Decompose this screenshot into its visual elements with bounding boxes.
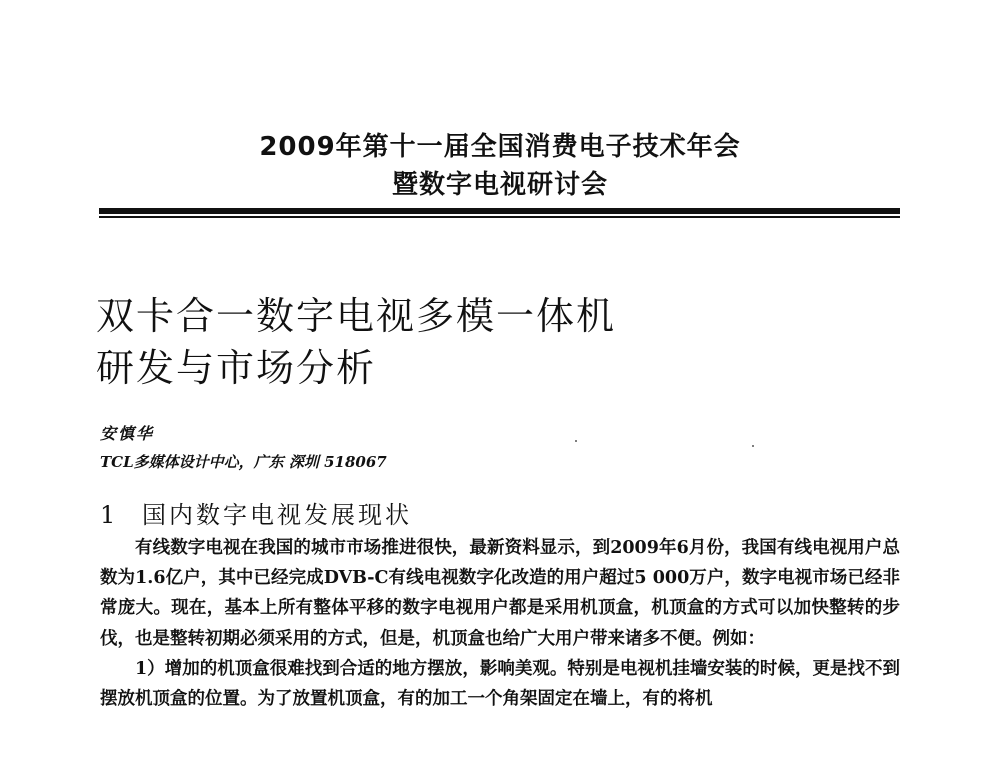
paper-title-line-2: 研发与市场分析 bbox=[96, 346, 377, 390]
conference-subtitle: 暨数字电视研讨会 bbox=[391, 170, 608, 200]
section-body bbox=[100, 533, 900, 714]
conference-header bbox=[0, 128, 1000, 204]
header-rule-thick bbox=[99, 208, 900, 214]
section-title: 国内数字电视发展现状 bbox=[142, 501, 412, 529]
scan-speck bbox=[575, 440, 577, 442]
paper-title bbox=[96, 290, 616, 394]
paper-title-line-1: 双卡合一数字电视多模一体机 bbox=[96, 294, 617, 338]
section-heading bbox=[100, 499, 412, 531]
scan-speck bbox=[752, 445, 754, 447]
header-rule-thin bbox=[99, 216, 900, 218]
section-number: 1 bbox=[100, 501, 119, 529]
body-paragraph: 1）增加的机顶盒很难找到合适的地方摆放，影响美观。特别是电视机挂墙安装的时候，更是找不到摆放机顶盒的位置。为了放置机顶盒，有的加工一个角架固定在墙上，有的将机 bbox=[100, 658, 900, 710]
author-name: 安慎华 bbox=[100, 424, 155, 443]
conference-title: 2009年第十一届全国消费电子技术年会 bbox=[259, 132, 741, 162]
body-paragraph: 有线数字电视在我国的城市市场推进很快，最新资料显示，到2009年6月份，我国有线电视用户总数为1.6亿户，其中已经完成DVB-C有线电视数字化改造的用户超过5 000万户，数字电视市场已经非常庞大。现在，基本上所有整体平移的数字电视用户都是采用机顶盒，机顶盒的方式可以加快整转的步伐，也是整转初期必须采用的方式，但是，机顶盒也给广大用户带来诸多不便。例如： bbox=[100, 538, 900, 649]
author-affiliation: TCL多媒体设计中心，广东 深圳 518067 bbox=[100, 453, 387, 471]
